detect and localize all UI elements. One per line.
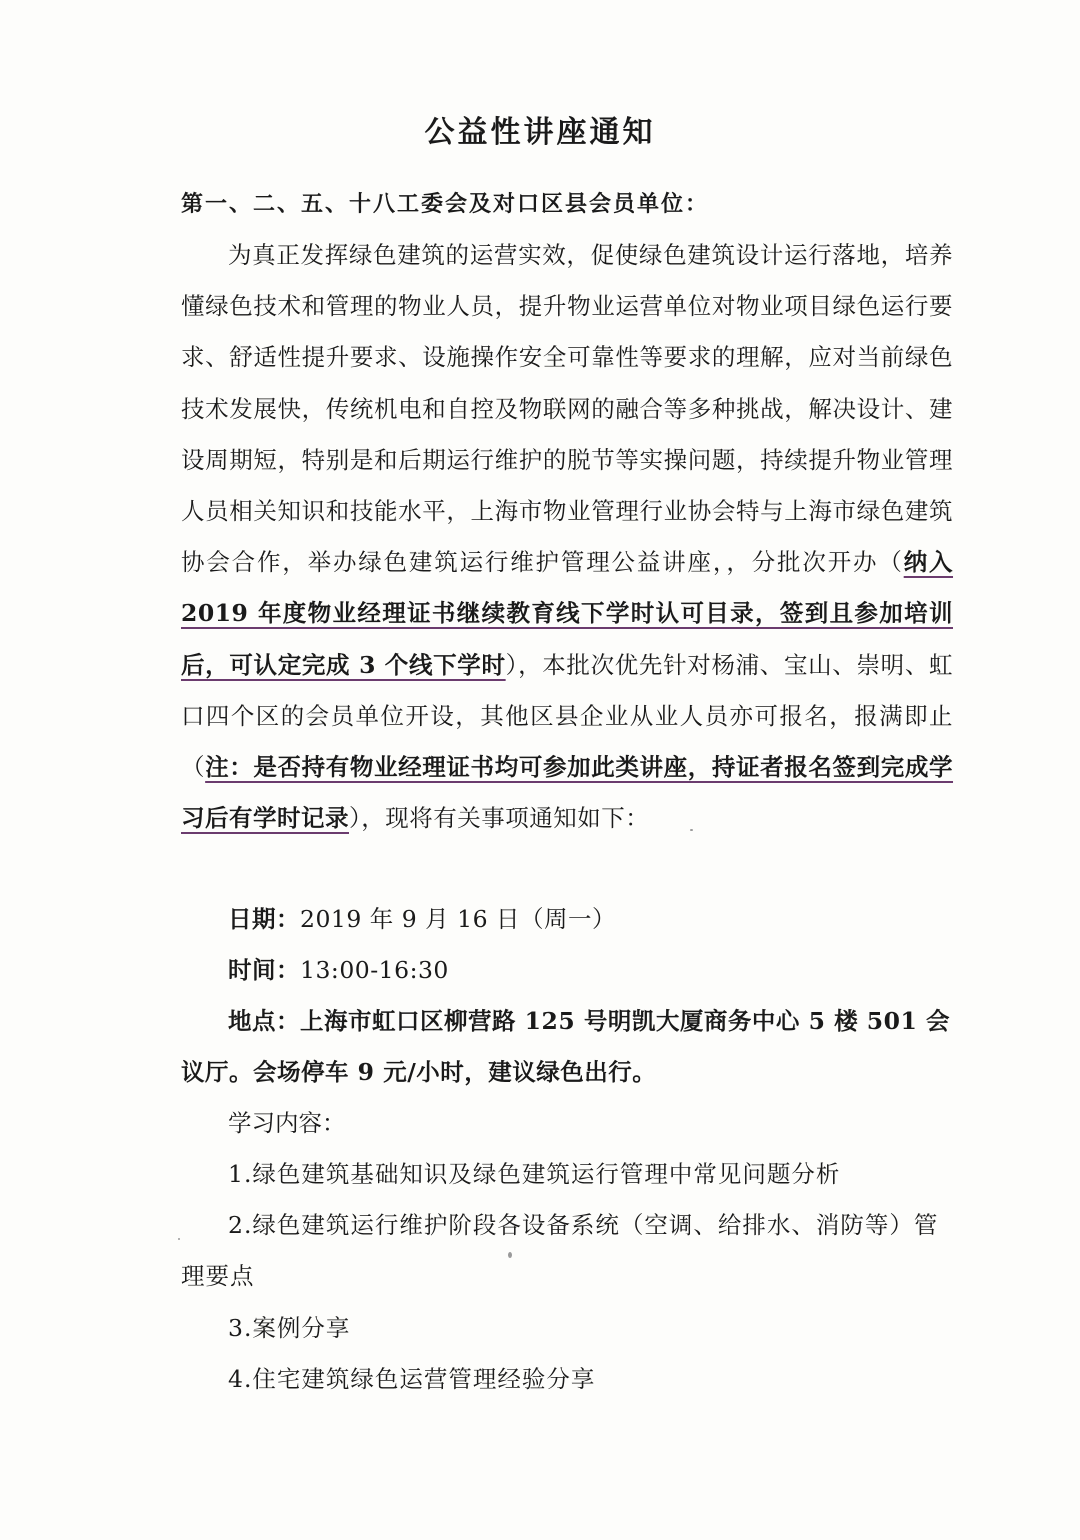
location-label: 地点：: [228, 1007, 300, 1035]
highlight-note: 注：是否持有物业经理证书均可参加此类讲座，持证者报名签到完成学习后有学时记录: [181, 753, 954, 833]
time-line: [181, 945, 953, 996]
time-label: 时间：: [228, 956, 300, 984]
content-list: [181, 1149, 953, 1405]
date-label: 日期：: [228, 905, 300, 933]
list-item: 2.绿色建筑运行维护阶段各设备系统（空调、给排水、消防等）管理要点: [181, 1211, 939, 1291]
body-text-1: 为真正发挥绿色建筑的运营实效，促使绿色建筑设计运行落地，培养懂绿色技术和管理的物业人员，提升物业运营单位对物业项目绿色运行要求、舒适性提升要求、设施操作安全可靠性等要求的理解，应对当前绿色技术发展快，传统机电和自控及物联网的融合等多种挑战，解决设计、建设周期短，特别是和后期运行维护的脱节等实操问题，持续提升物业管理人员相关知识和技能水平，上海市物业管理行业协会特与上海市绿色建筑协会合作，举办绿色建筑运行维护管理公益讲座，，分批次开办（: [181, 241, 953, 577]
scan-speck: [178, 1238, 180, 1240]
location-line: [181, 996, 953, 1098]
scan-speck: [690, 829, 693, 831]
date-line: [181, 894, 953, 945]
content-heading: 学习内容：: [228, 1109, 346, 1137]
list-item: 4.住宅建筑绿色运营管理经验分享: [228, 1364, 596, 1393]
notice-title: 公益性讲座通知: [424, 115, 656, 150]
notice-body: [181, 230, 953, 844]
list-item: 1.绿色建筑基础知识及绿色建筑运行管理中常见问题分析: [228, 1160, 841, 1188]
body-text-2: ），本批次优先针对杨浦、宝山、崇明、虹口四个区的会员单位开设，其他区县企业从业人员亦可报名，报满即止（: [181, 650, 954, 782]
highlight-cpd-hours: 纳入 2019 年度物业经理证书继续教育线下学时认可目录，签到且参加培训后，可认定完成 3 个线下学时: [181, 548, 954, 679]
location-value: 上海市虹口区柳营路 125 号明凯大厦商务中心 5 楼 501 会议厅。会场停车 9 元/小时，建议绿色出行。: [181, 1007, 951, 1087]
time-value: 13:00-16:30: [300, 956, 449, 984]
list-item: 3.案例分享: [228, 1313, 351, 1342]
body-text-3: ），现将有关事项通知如下：: [349, 804, 650, 833]
salutation: 第一、二、五、十八工委会及对口区县会员单位：: [181, 192, 710, 217]
scan-speck: [508, 1252, 512, 1258]
date-value: 2019 年 9 月 16 日（周一）: [300, 905, 617, 933]
